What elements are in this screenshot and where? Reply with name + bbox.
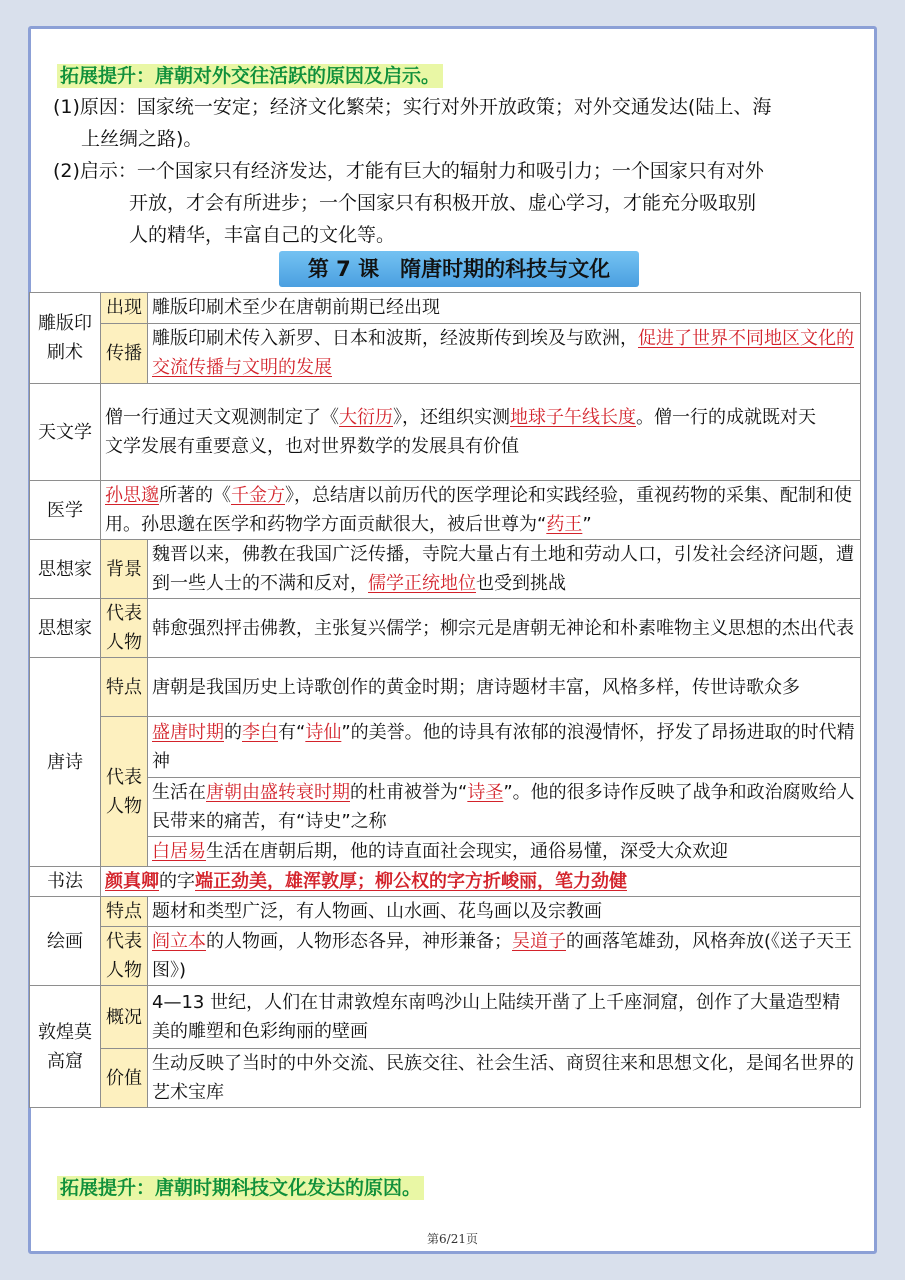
row-painting-feature: 题材和类型广泛，有人物画、山水画、花鸟画以及宗教画: [148, 897, 861, 927]
sub-rep-painters: 代表人物: [101, 927, 148, 986]
row-medicine: 孙思邈所著的《千金方》，总结唐以前历代的医学理论和实践经验，重视药物的采集、配制和使用。孙思邈在医学和药物学方面贡献很大，被后世尊为“药王”: [101, 481, 861, 540]
row-dunhuang-value: 生动反映了当时的中外交流、民族交往、社会生活、商贸往来和思想文化，是闻名世界的艺术宝库: [148, 1049, 861, 1108]
sub-appear: 出现: [101, 293, 148, 324]
cat-tang-poetry: 唐诗: [30, 658, 101, 867]
row-thinker-rep: 韩愈强烈抨击佛教，主张复兴儒学；柳宗元是唐朝无神论和朴素唯物主义思想的杰出代表: [148, 599, 861, 658]
sub-overview: 概况: [101, 986, 148, 1049]
row-du-fu: 生活在唐朝由盛转衰时期的杜甫被誉为“诗圣”。他的很多诗作反映了战争和政治腐败给人民带来的痛苦，有“诗史”之称: [148, 778, 861, 837]
sub-spread: 传播: [101, 323, 148, 383]
row-poetry-feature: 唐朝是我国历史上诗歌创作的黄金时期；唐诗题材丰富，风格多样，传世诗歌众多: [148, 658, 861, 717]
cat-printing: 雕版印刷术: [30, 293, 101, 384]
row-bai-juyi: 白居易生活在唐朝后期，他的诗直面社会现实，通俗易懂，深受大众欢迎: [148, 837, 861, 867]
sub-representative: 代表人物: [101, 599, 148, 658]
knowledge-table: [29, 292, 861, 1108]
row-print-appear: 雕版印刷术至少在唐朝前期已经出现: [148, 293, 861, 324]
cat-painting: 绘画: [30, 897, 101, 986]
page-number: 第6/21页: [427, 1232, 478, 1246]
sub-feature-2: 特点: [101, 897, 148, 927]
row-print-spread: 雕版印刷术传入新罗、日本和波斯，经波斯传到埃及与欧洲，促进了世界不同地区文化的交流传播与文明的发展: [148, 323, 861, 383]
cat-medicine: 医学: [30, 481, 101, 540]
extension-heading-1: 拓展提升：唐朝对外交往活跃的原因及启示。: [53, 59, 447, 90]
paragraph-causes: (1)原因：国家统一安定；经济文化繁荣；实行对外开放政策；对外交通发达(陆上、海 上丝绸之路)。: [53, 96, 772, 150]
page-frame: [28, 26, 877, 1254]
cat-calligraphy: 书法: [30, 867, 101, 897]
lesson-title: 第 7 课 隋唐时期的科技与文化: [279, 251, 639, 287]
paragraph-lessons: (2)启示：一个国家只有经济发达，才能有巨大的辐射力和吸引力；一个国家只有对外 开放，才会有所进步；一个国家只有积极开放、虚心学习，才能充分吸取别 人的精华，丰富自己的文化等。: [53, 160, 764, 246]
row-dunhuang-overview: 4—13 世纪，人们在甘肃敦煌东南鸣沙山上陆续开凿了上千座洞窟，创作了大量造型精美的雕塑和色彩绚丽的壁画: [148, 986, 861, 1049]
cat-thinker-1: 思想家: [30, 540, 101, 599]
sub-feature: 特点: [101, 658, 148, 717]
cat-astronomy: 天文学: [30, 384, 101, 481]
sub-background: 背景: [101, 540, 148, 599]
sub-rep-poets: 代表人物: [101, 717, 148, 867]
row-li-bai: 盛唐时期的李白有“诗仙”的美誉。他的诗具有浓郁的浪漫情怀，抒发了昂扬进取的时代精神: [148, 717, 861, 778]
sub-value: 价值: [101, 1049, 148, 1108]
row-painters: 阎立本的人物画，人物形态各异，神形兼备；吴道子的画落笔雄劲，风格奔放(《送子天王图》): [148, 927, 861, 986]
extension-heading-2: 拓展提升：唐朝时期科技文化发达的原因。: [53, 1171, 428, 1202]
row-astronomy: 僧一行通过天文观测制定了《大衍历》，还组织实测地球子午线长度。僧一行的成就既对天 文学发展有重要意义，也对世界数学的发展具有价值: [101, 384, 861, 481]
cat-thinker-2: 思想家: [30, 599, 101, 658]
row-thinker-background: 魏晋以来，佛教在我国广泛传播，寺院大量占有土地和劳动人口，引发社会经济问题，遭到一些人士的不满和反对，儒学正统地位也受到挑战: [148, 540, 861, 599]
cat-dunhuang: 敦煌莫高窟: [30, 986, 101, 1108]
row-calligraphy: 颜真卿的字端正劲美，雄浑敦厚；柳公权的字方折峻丽，笔力劲健: [101, 867, 861, 897]
